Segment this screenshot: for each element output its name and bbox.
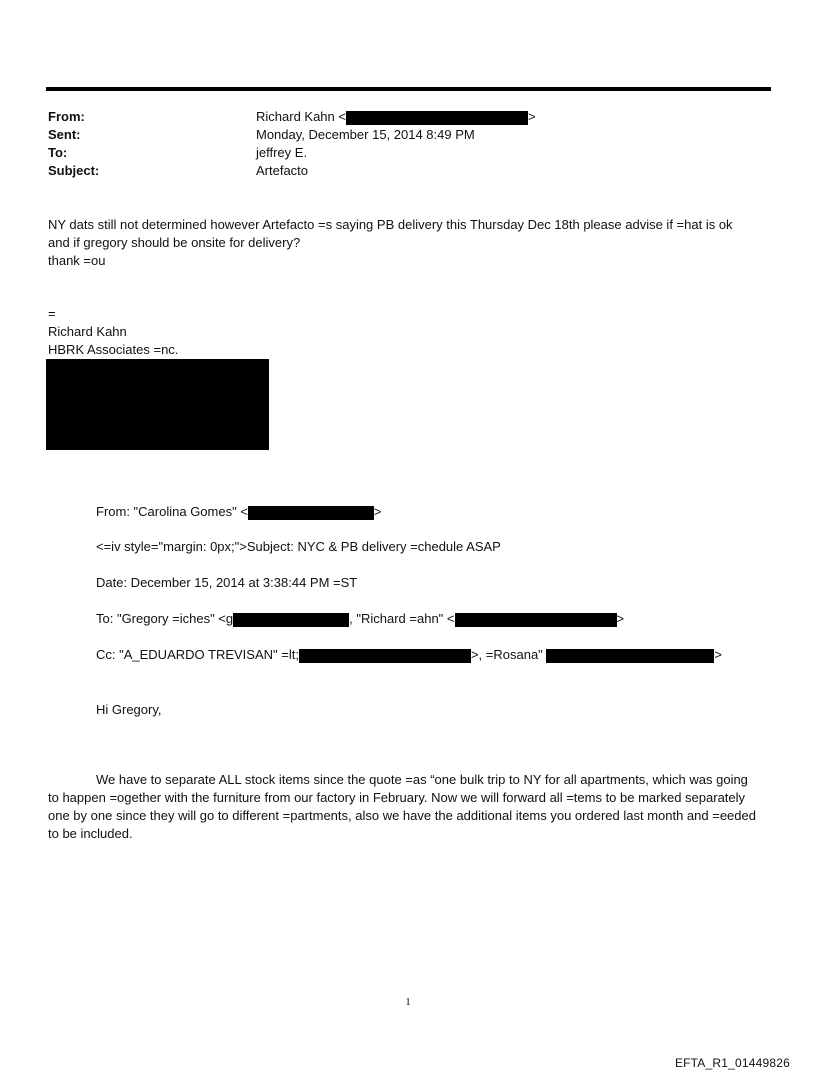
sent-label: Sent:: [48, 127, 81, 142]
quoted-from-suffix: >: [373, 504, 382, 519]
signature-company: HBRK Associates =nc.: [48, 342, 179, 357]
bates-number: EFTA_R1_01449826: [674, 1056, 790, 1070]
body-line-2: and if gregory should be onsite for delivery?: [48, 235, 301, 250]
redaction-box: [455, 613, 617, 627]
redaction-box: [299, 649, 471, 663]
quoted-from: [96, 503, 382, 521]
signature-redaction-block: [46, 359, 269, 450]
redaction-box: [233, 613, 349, 627]
page-number: 1: [405, 996, 411, 1008]
from-value-prefix: Richard Kahn <: [256, 109, 346, 124]
quoted-to: [96, 610, 624, 628]
sent-value: Monday, December 15, 2014 8:49 PM: [256, 127, 475, 142]
quoted-cc-middle: >, =Rosana": [470, 647, 547, 662]
from-label: From:: [48, 109, 85, 124]
quoted-date: Date: December 15, 2014 at 3:38:44 PM =ST: [96, 575, 358, 590]
quoted-cc-prefix: Cc: "A_EDUARDO TREVISAN" =lt;: [96, 647, 299, 662]
quoted-subject: <=iv style="margin: 0px;">Subject: NYC & PB delivery =chedule ASAP: [96, 539, 501, 554]
signature-name: Richard Kahn: [48, 324, 127, 339]
body-line-1: NY dats still not determined however Artefacto =s saying PB delivery this Thursday Dec 18th please advise if =hat is ok: [48, 217, 733, 232]
quoted-paragraph: We have to separate ALL stock items since the quote =as “one bulk trip to NY for all apartments, which was going to happen =ogether with the furniture from our factory in February. Now we will forward all =tems to be marked separately one by one since they will go to different =partments, also we have the additional items you ordered last month and =eeded to be included.: [48, 772, 756, 841]
subject-label: Subject:: [48, 163, 100, 178]
quoted-cc-suffix: >: [714, 647, 723, 662]
separator-mark: =: [48, 306, 56, 321]
quoted-to-suffix: >: [616, 611, 625, 626]
to-value: jeffrey E.: [256, 145, 308, 160]
quoted-cc: [96, 646, 722, 664]
header-rule: [46, 87, 771, 91]
quoted-to-middle: , "Richard =ahn" <: [349, 611, 455, 626]
quoted-to-prefix: To: "Gregory =iches" <: [96, 611, 226, 626]
subject-value: Artefacto: [256, 163, 309, 178]
from-value-suffix: >: [527, 109, 536, 124]
quoted-from-prefix: From: "Carolina Gomes" <: [96, 504, 248, 519]
body-line-3: thank =ou: [48, 253, 106, 268]
quoted-greeting: Hi Gregory,: [96, 702, 162, 717]
from-value: [256, 108, 536, 126]
redaction-box: [546, 649, 714, 663]
quoted-to-fragment: g: [225, 611, 234, 626]
to-label: To:: [48, 145, 68, 160]
redaction-box: [346, 111, 528, 125]
redaction-box: [248, 506, 374, 520]
